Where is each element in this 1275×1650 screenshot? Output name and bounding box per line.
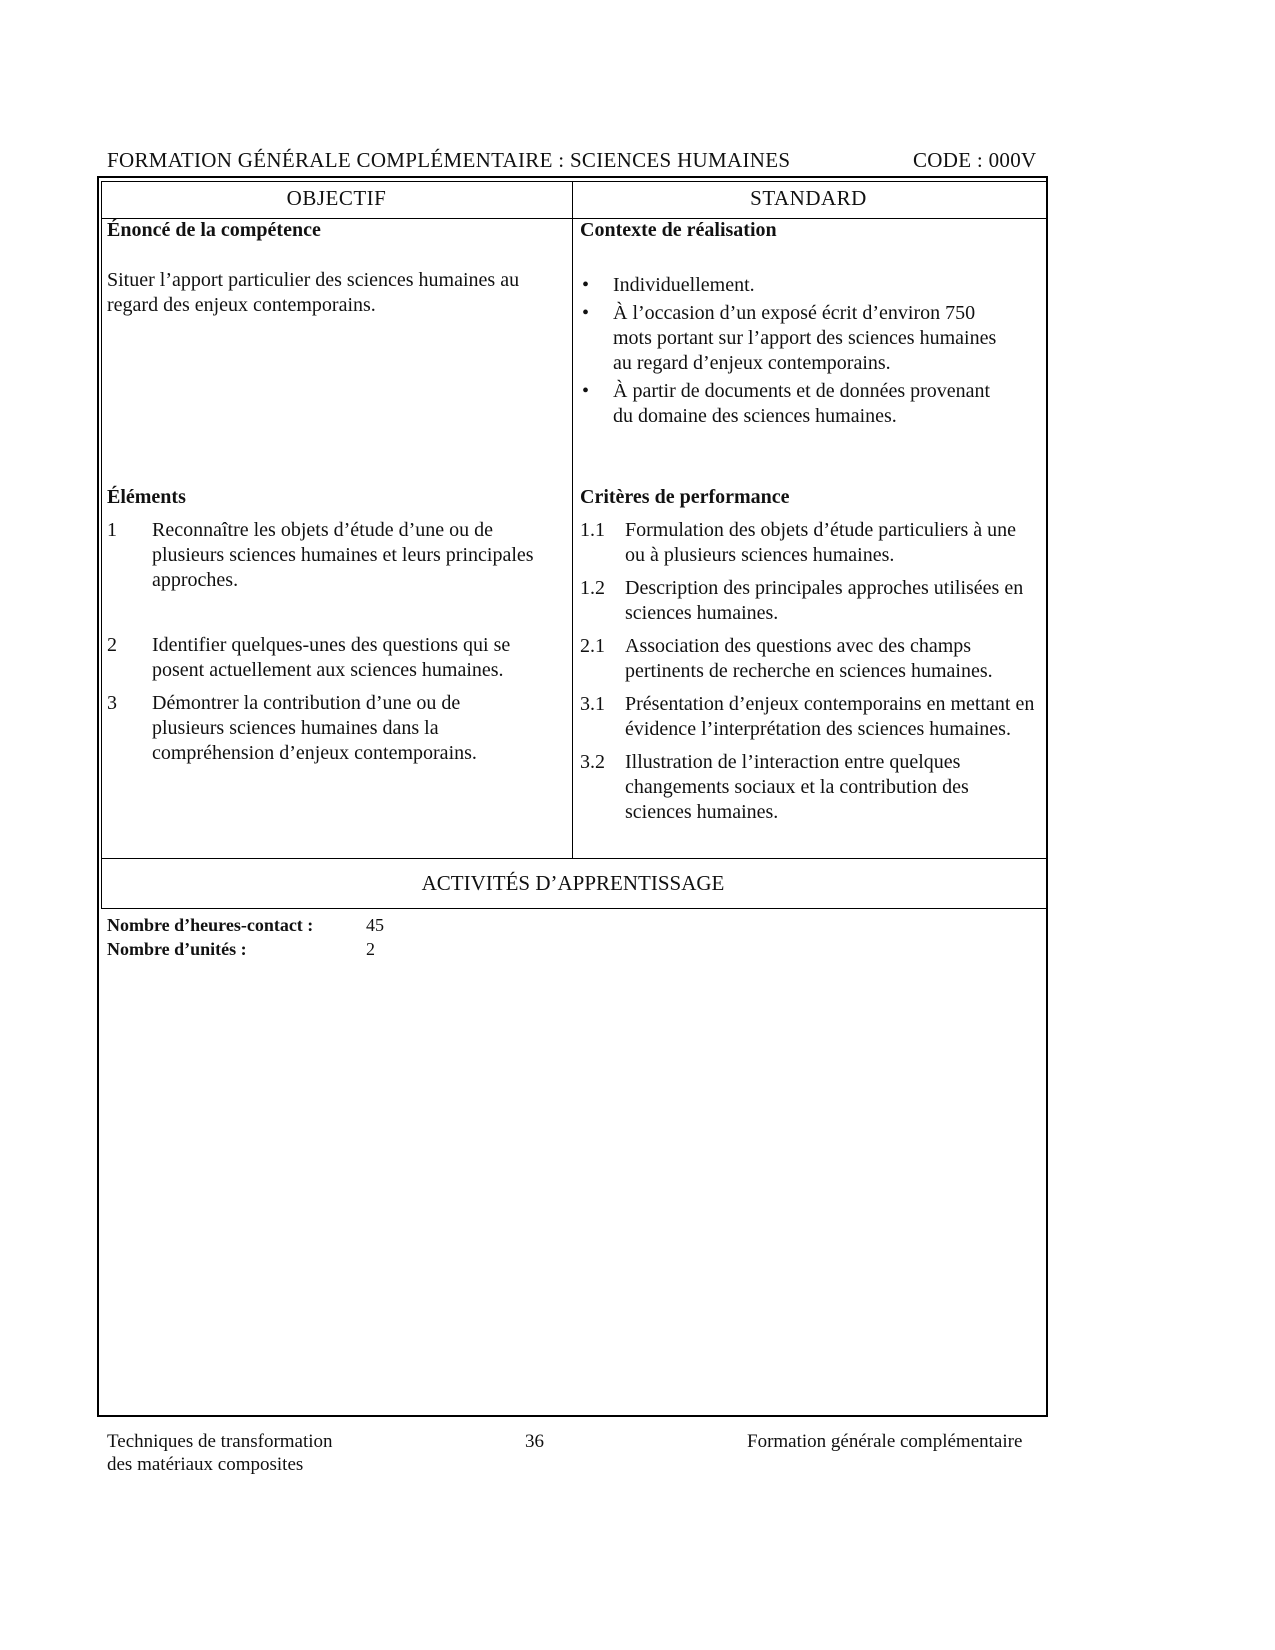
list-item: 1.2 Description des principales approches utilisées en sciences humaines.: [580, 577, 1024, 624]
list-item: 2 Identifier quelques-unes des questions qui se posent actuellement aux sciences humaines.: [107, 634, 511, 681]
list-item: 3 Démontrer la contribution d’une ou de plusieurs sciences humaines dans la compréhension d’enjeux contemporains.: [107, 692, 477, 764]
list-item: 1 Reconnaître les objets d’étude d’une ou de plusieurs sciences humaines et leurs principales approches.: [107, 519, 534, 591]
list-item: • À l’occasion d’un exposé écrit d’environ 750 mots portant sur l’apport des sciences humaines au regard d’enjeux contemporains.: [582, 302, 997, 374]
list-item: • À partir de documents et de données provenant du domaine des sciences humaines.: [582, 380, 991, 427]
column-header-objectif: OBJECTIF: [286, 186, 387, 210]
header-code: CODE : 000V: [913, 148, 1037, 172]
footer-right: Formation générale complémentaire: [747, 1431, 1023, 1452]
contexte-list: [580, 273, 1010, 429]
activites-heading: ACTIVITÉS D’APPRENTISSAGE: [421, 871, 725, 895]
criteres-list: [580, 518, 1038, 825]
list-item: • Individuellement.: [582, 274, 755, 296]
unites-label: Nombre d’unités :: [107, 939, 247, 959]
column-header-standard: STANDARD: [750, 186, 867, 210]
list-item: 2.1 Association des questions avec des champs pertinents de recherche en sciences humaines.: [580, 635, 993, 682]
heures-value: 45: [366, 915, 384, 935]
enonce-text: Situer l’apport particulier des sciences humaines au regard des enjeux contemporains.: [107, 269, 520, 316]
heures-label: Nombre d’heures-contact :: [107, 915, 314, 935]
list-item: 3.1 Présentation d’enjeux contemporains en mettant en évidence l’interprétation des sciences humaines.: [580, 693, 1035, 740]
elements-heading: Éléments: [107, 486, 186, 508]
elements-list: [107, 518, 537, 766]
list-item: 1.1 Formulation des objets d’étude particuliers à une ou à plusieurs sciences humaines.: [580, 519, 1017, 566]
header-title: FORMATION GÉNÉRALE COMPLÉMENTAIRE : SCIENCES HUMAINES: [107, 148, 791, 172]
contexte-heading: Contexte de réalisation: [580, 219, 777, 241]
criteres-heading: Critères de performance: [580, 486, 790, 508]
unites-value: 2: [366, 939, 375, 959]
footer-left: Techniques de transformation des matériaux composites: [107, 1431, 333, 1475]
list-item: 3.2 Illustration de l’interaction entre quelques changements sociaux et la contribution des sciences humaines.: [580, 751, 969, 823]
enonce-heading: Énoncé de la compétence: [107, 219, 321, 241]
page-number: 36: [525, 1431, 544, 1452]
